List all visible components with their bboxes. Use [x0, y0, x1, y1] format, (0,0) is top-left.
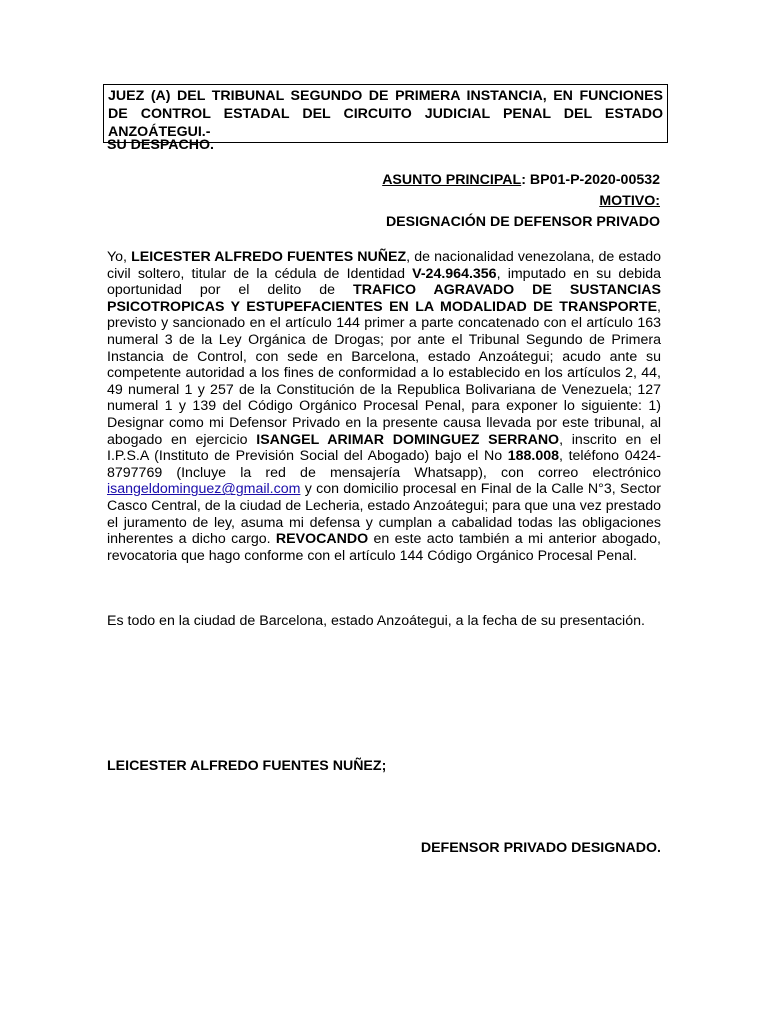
lawyer-name: ISANGEL ARIMAR DOMINGUEZ SERRANO: [256, 431, 560, 448]
body-text-6: , teléfono 0424-8797769 (Incluye la red de mensajería Whatsapp), con correo electrónico: [107, 448, 661, 481]
asunto-principal-line: [382, 171, 660, 189]
crime-description: TRAFICO AGRAVADO DE SUSTANCIAS PSICOTROPICAS Y ESTUPEFACIENTES EN LA MODALIDAD DE TRANSPORTE: [107, 282, 661, 315]
motivo-value: DESIGNACIÓN DE DEFENSOR PRIVADO: [385, 214, 660, 230]
designated-role: DEFENSOR PRIVADO DESIGNADO.: [420, 840, 661, 856]
body-text-7: y con domicilio procesal en Final de la Calle N°3, Sector Casco Central, de la ciudad de Lecheria, estado Anzoátegui; para que una vez prestado el juramento de ley, asuma mi defensa y cumplan a cabalidad todas las obligaciones inherentes a dicho cargo.: [107, 481, 661, 548]
su-despacho: SU DESPACHO.: [107, 137, 214, 153]
body-text-1: Yo,: [107, 249, 132, 265]
id-number: V-24.964.356: [412, 265, 497, 282]
closing-paragraph: Es todo en la ciudad de Barcelona, estado Anzoátegui, a la fecha de su presentación.: [107, 613, 645, 629]
body-text-3: , imputado en su debida oportunidad por el delito de: [107, 265, 661, 299]
motivo-line: [599, 192, 660, 210]
email-link[interactable]: isangeldominguez@gmail.com: [107, 481, 301, 498]
addressee-box: JUEZ (A) DEL TRIBUNAL SEGUNDO DE PRIMERA INSTANCIA, EN FUNCIONES DE CONTROL ESTADAL DEL CIRCUITO JUDICIAL PENAL DEL ESTADO ANZOÁTEGUI.-: [103, 84, 668, 143]
body-text-4: , previsto y sancionado en el artículo 144 primer a parte concatenado con el artículo 163 numeral 3 de la Ley Orgánica de Drogas; por ante el Tribunal Segundo de Primera Instancia de Control, con sede en Barcelona, estado Anzoátegui; acudo ante su competente autoridad a los fines de conformidad a lo establecido en los artículos 2, 44, 49 numeral 1 y 257 de la Constitución de la Republica Bolivariana de Venezuela; 127 numeral 1 y 139 del Código Orgánico Procesal Penal, para exponer lo siguiente: 1) Designar como mi Defensor Privado en la presente causa llevada por este tribunal, al abogado en ejercicio: [107, 298, 661, 448]
motivo-label: MOTIVO:: [599, 193, 660, 209]
revocando-keyword: REVOCANDO: [275, 531, 369, 548]
body-text-8: en este acto también a mi anterior abogado, revocatoria que hago conforme con el artículo 144 Código Orgánico Procesal Penal.: [107, 531, 661, 564]
body-text-2: , de nacionalidad venezolana, de estado civil soltero, titular de la cédula de Identidad: [107, 249, 661, 282]
body-paragraph: [107, 249, 661, 564]
ipsa-number: 188.008: [507, 448, 560, 465]
asunto-separator: :: [521, 172, 530, 188]
petitioner-name: LEICESTER ALFREDO FUENTES NUÑEZ: [131, 249, 407, 265]
asunto-value: BP01-P-2020-00532: [529, 172, 660, 188]
asunto-label: ASUNTO PRINCIPAL: [382, 172, 522, 188]
signer-name: LEICESTER ALFREDO FUENTES NUÑEZ;: [107, 758, 387, 774]
body-text-5: , inscrito en el I.P.S.A (Instituto de Previsión Social del Abogado) bajo el No: [107, 431, 661, 465]
